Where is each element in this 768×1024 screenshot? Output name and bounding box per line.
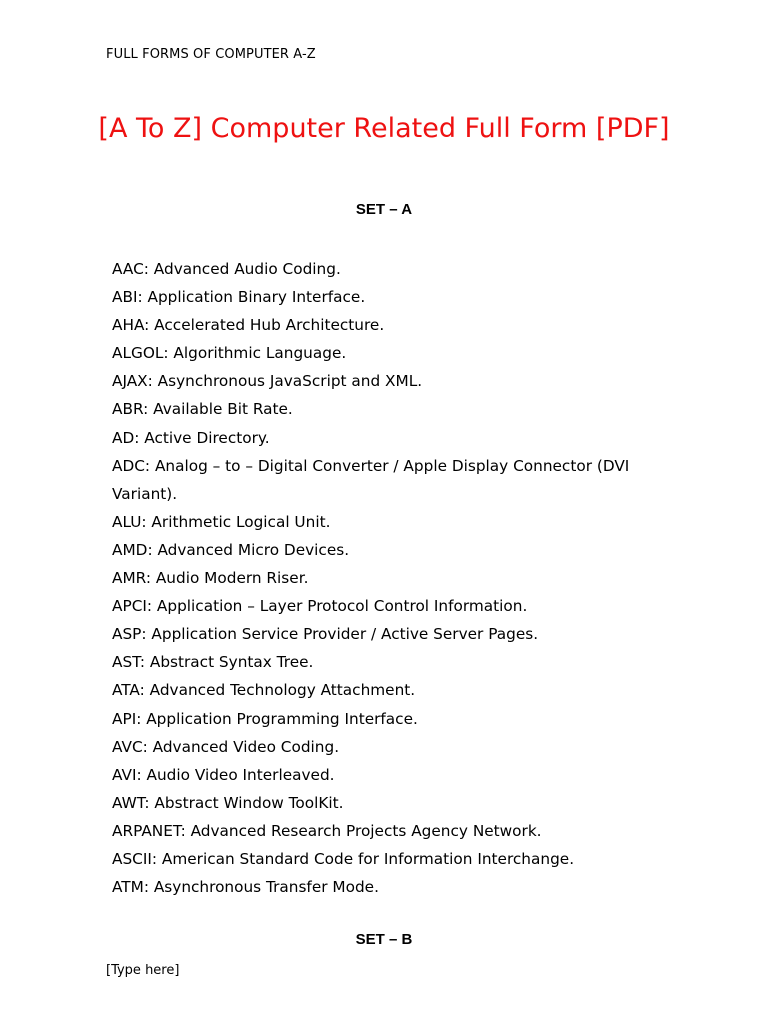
list-item: AVC: Advanced Video Coding. xyxy=(112,737,340,756)
list-item: ALGOL: Algorithmic Language. xyxy=(112,344,347,363)
list-item: ATA: Advanced Technology Attachment. xyxy=(112,681,416,700)
list-item: AWT: Abstract Window ToolKit. xyxy=(112,793,344,812)
list-item: AHA: Accelerated Hub Architecture. xyxy=(112,316,385,335)
list-item: ASP: Application Service Provider / Active Server Pages. xyxy=(112,625,539,644)
list-item: API: Application Programming Interface. xyxy=(112,709,418,728)
list-item: ARPANET: Advanced Research Projects Agency Network. xyxy=(112,821,542,840)
set-a-heading: SET – A xyxy=(355,201,413,218)
list-item: ABI: Application Binary Interface. xyxy=(112,288,366,307)
list-item: AMR: Audio Modern Riser. xyxy=(112,569,309,588)
list-item: ABR: Available Bit Rate. xyxy=(112,400,293,419)
running-header: FULL FORMS OF COMPUTER A-Z xyxy=(106,47,316,62)
list-item: APCI: Application – Layer Protocol Control Information. xyxy=(112,597,528,616)
list-item: AJAX: Asynchronous JavaScript and XML. xyxy=(112,372,423,391)
list-item: ATM: Asynchronous Transfer Mode. xyxy=(112,878,379,897)
list-item: ASCII: American Standard Code for Information Interchange. xyxy=(112,849,575,868)
running-footer: [Type here] xyxy=(106,963,180,978)
list-item: AD: Active Directory. xyxy=(112,428,270,447)
list-item: AST: Abstract Syntax Tree. xyxy=(112,653,314,672)
set-b-heading: SET – B xyxy=(355,931,413,948)
entry-list xyxy=(112,255,672,901)
list-item: AAC: Advanced Audio Coding. xyxy=(112,260,341,278)
list-item: AVI: Audio Video Interleaved. xyxy=(112,765,335,784)
document-title: [A To Z] Computer Related Full Form [PDF] xyxy=(98,113,670,144)
list-item: AMD: Advanced Micro Devices. xyxy=(112,540,350,559)
list-item: ADC: Analog – to – Digital Converter / Apple Display Connector (DVI Variant). xyxy=(112,456,630,503)
list-item: ALU: Arithmetic Logical Unit. xyxy=(112,512,331,531)
